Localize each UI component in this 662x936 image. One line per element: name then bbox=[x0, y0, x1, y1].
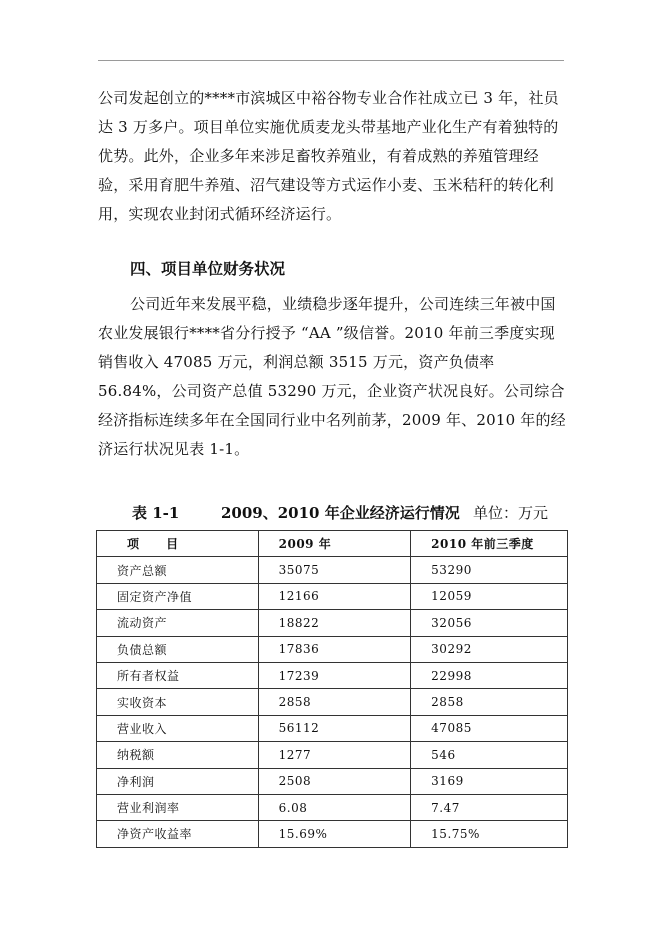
value-2010: 3169 bbox=[411, 768, 568, 794]
table-row bbox=[97, 557, 568, 583]
table-row bbox=[97, 583, 568, 609]
table-row bbox=[97, 715, 568, 741]
value-2009: 6.08 bbox=[258, 794, 411, 820]
table-row bbox=[97, 610, 568, 636]
body-paragraph-2: 公司近年来发展平稳，业绩稳步逐年提升，公司连续三年被中国农业发展银行****省分行授予 “AA ”级信誉。2010 年前三季度实现销售收入 47085 万元，利润总额 3515 万元，资产负债率 56.84%，公司资产总值 53290 万元，企业资产状况良好。公司综合经济指标连续多年在全国同行业中名列前茅，2009 年、2010 年的经济运行状况见表 1-1。 bbox=[98, 295, 566, 458]
value-2009: 2508 bbox=[258, 768, 411, 794]
value-2009: 17836 bbox=[258, 636, 411, 662]
finance-table bbox=[96, 530, 568, 848]
value-2010: 53290 bbox=[411, 557, 568, 583]
value-2010: 546 bbox=[411, 742, 568, 768]
row-label: 纳税额 bbox=[97, 742, 259, 768]
table-header-row bbox=[97, 531, 568, 557]
row-label: 营业收入 bbox=[97, 715, 259, 741]
header-2010-q3: 2010 年前三季度 bbox=[411, 531, 568, 557]
row-label: 资产总额 bbox=[97, 557, 259, 583]
value-2010: 32056 bbox=[411, 610, 568, 636]
value-2010: 2858 bbox=[411, 689, 568, 715]
header-item: 项 目 bbox=[97, 531, 259, 557]
table-row bbox=[97, 662, 568, 688]
row-label: 固定资产净值 bbox=[97, 583, 259, 609]
value-2010: 15.75% bbox=[411, 821, 568, 847]
table-row bbox=[97, 636, 568, 662]
row-label: 流动资产 bbox=[97, 610, 259, 636]
value-2009: 56112 bbox=[258, 715, 411, 741]
table-row bbox=[97, 689, 568, 715]
value-2010: 30292 bbox=[411, 636, 568, 662]
value-2009: 1277 bbox=[258, 742, 411, 768]
value-2009: 35075 bbox=[258, 557, 411, 583]
table-row bbox=[97, 768, 568, 794]
table-caption-title: 2009、2010 年企业经济运行情况 bbox=[221, 504, 460, 522]
value-2009: 18822 bbox=[258, 610, 411, 636]
value-2010: 12059 bbox=[411, 583, 568, 609]
section-heading: 四、项目单位财务状况 bbox=[130, 259, 286, 278]
value-2009: 2858 bbox=[258, 689, 411, 715]
table-caption-unit: 单位：万元 bbox=[473, 504, 549, 522]
row-label: 净资产收益率 bbox=[97, 821, 259, 847]
table-caption-label: 表 1-1 bbox=[132, 504, 180, 522]
value-2009: 15.69% bbox=[258, 821, 411, 847]
table-row bbox=[97, 742, 568, 768]
row-label: 净利润 bbox=[97, 768, 259, 794]
value-2010: 7.47 bbox=[411, 794, 568, 820]
row-label: 负债总额 bbox=[97, 636, 259, 662]
value-2009: 12166 bbox=[258, 583, 411, 609]
body-paragraph-1: 公司发起创立的****市滨城区中裕谷物专业合作社成立已 3 年，社员达 3 万多户。项目单位实施优质麦龙头带基地产业化生产有着独特的优势。此外，企业多年来涉足畜牧养殖业，有着成熟的养殖管理经验，采用育肥牛养殖、沼气建设等方式运作小麦、玉米秸秆的转化利用，实现农业封闭式循环经济运行。 bbox=[98, 89, 559, 223]
row-label: 所有者权益 bbox=[97, 662, 259, 688]
row-label: 实收资本 bbox=[97, 689, 259, 715]
table-row bbox=[97, 821, 568, 847]
value-2009: 17239 bbox=[258, 662, 411, 688]
header-2009: 2009 年 bbox=[258, 531, 411, 557]
value-2010: 47085 bbox=[411, 715, 568, 741]
table-row bbox=[97, 794, 568, 820]
header-rule bbox=[98, 60, 564, 61]
value-2010: 22998 bbox=[411, 662, 568, 688]
row-label: 营业利润率 bbox=[97, 794, 259, 820]
